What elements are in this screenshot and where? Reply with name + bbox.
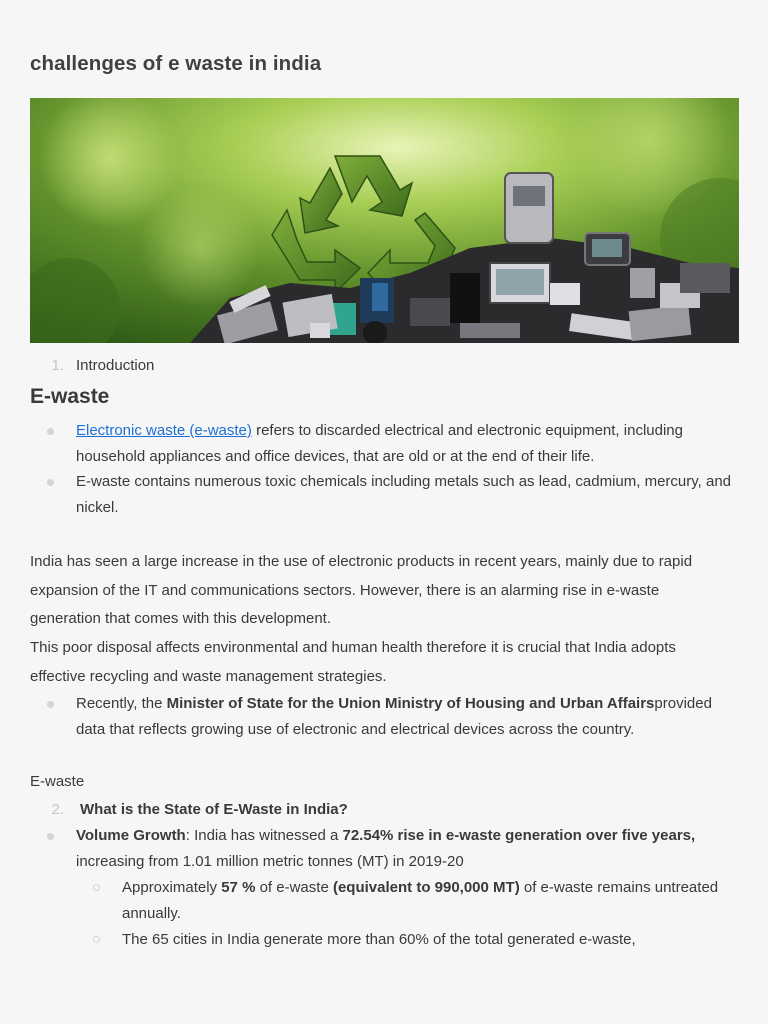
list-item — [76, 691, 736, 743]
bold-text: Minister of State for the Union Ministry of Housing and Urban Affairs — [166, 695, 655, 712]
hero-image — [30, 98, 739, 343]
bullet-text: E-waste contains numerous toxic chemicals including metals such as lead, cadmium, mercury, and nickel. — [76, 473, 732, 516]
bullet-text: : India has witnessed a — [185, 827, 343, 844]
list-number: 2. — [51, 801, 64, 818]
list-text: What is the State of E-Waste in India? — [80, 801, 348, 818]
ewaste-link[interactable]: Electronic waste (e-waste) — [76, 422, 252, 439]
sub-list-item — [122, 927, 732, 953]
bullet-text: Recently, the — [76, 695, 167, 712]
section-heading: E-waste — [30, 385, 110, 408]
bullet-text: of e-waste — [255, 879, 333, 896]
ewaste-label: E-waste — [30, 773, 85, 790]
sub-list-item — [122, 875, 732, 927]
bullet-text: provided data that reflects growing use of electronic and electrical devices across the country. — [76, 695, 712, 738]
bullet-text: increasing from 1.01 million metric tonnes (MT) in 2019-20 — [76, 853, 464, 870]
paragraph: India has seen a large increase in the use of electronic products in recent years, mainly due to rapid expansion of the IT and communications sectors. However, there is an alarming rise in e-waste generation that comes with this development. — [30, 553, 693, 627]
bold-text: 57 % — [221, 879, 256, 896]
bullet-text: of e-waste remains untreated annually. — [122, 879, 719, 922]
list-item — [76, 418, 736, 470]
list-item — [76, 823, 736, 875]
list-item — [76, 469, 736, 521]
bullet-text: Approximately — [122, 879, 222, 896]
bullet-text: refers to discarded electrical and electronic equipment, including household appliances and office devices, that are old or at the end of their life. — [76, 422, 683, 465]
paragraph: This poor disposal affects environmental and human health therefore it is crucial that India adopts effective recycling and waste management strategies. — [30, 639, 676, 685]
bold-text: (equivalent to 990,000 MT) — [332, 879, 520, 896]
list-text: Introduction — [76, 357, 155, 374]
bullet-text: The 65 cities in India generate more than 60% of the total generated e-waste, — [122, 931, 636, 948]
list-number: 1. — [51, 357, 64, 374]
ewaste-recycling-illustration — [30, 98, 739, 343]
page-title: challenges of e waste in india — [30, 52, 322, 75]
bold-text: 72.54% rise in e-waste generation over five years, — [342, 827, 696, 844]
bold-text: Volume Growth — [76, 827, 186, 844]
